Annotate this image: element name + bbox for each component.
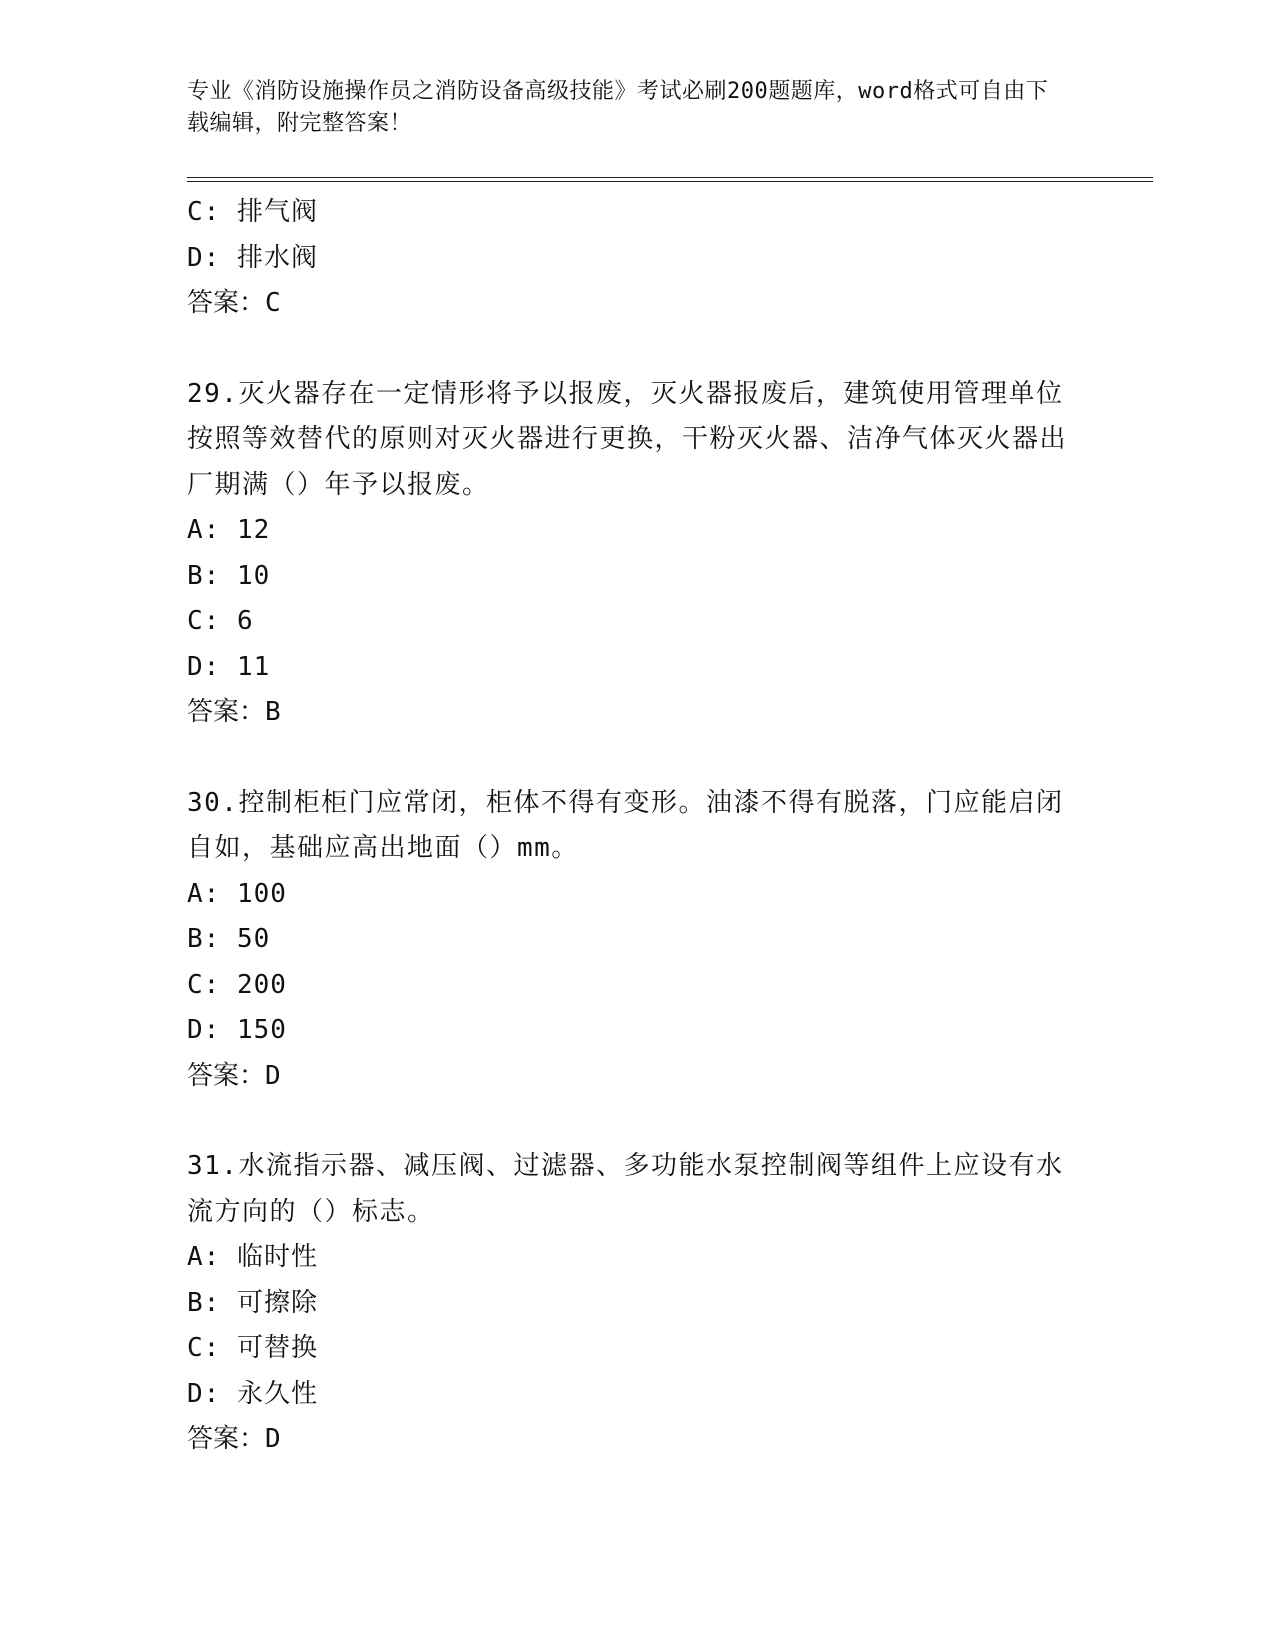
- question-text: 29.灭火器存在一定情形将予以报废，灭火器报废后，建筑使用管理单位按照等效替代的原则对灭火器进行更换，干粉灭火器、洁净气体灭火器出厂期满（）年予以报废。: [187, 378, 1068, 500]
- option-d: D: 11: [187, 651, 271, 682]
- question-block-29: [187, 372, 1087, 736]
- header-divider-top: [187, 177, 1153, 178]
- answer-label: 答案：D: [187, 1424, 281, 1454]
- option-b: B: 可擦除: [187, 1287, 318, 1318]
- option-d: D: 150: [187, 1015, 287, 1045]
- option-c: C: 6: [187, 606, 254, 636]
- question-block-30: [187, 781, 1087, 1100]
- option-a: A: 100: [187, 878, 287, 909]
- answer-label: 答案：C: [187, 288, 281, 318]
- option-a: A: 12: [187, 515, 271, 545]
- option-d: D: 永久性: [187, 1378, 318, 1409]
- option-b: B: 10: [187, 560, 271, 591]
- answer-label: 答案：D: [187, 1060, 281, 1091]
- header-divider-bottom: [187, 181, 1153, 182]
- option-c: C: 可替换: [187, 1333, 318, 1363]
- question-block-31: [187, 1144, 1087, 1463]
- question-text: 31.水流指示器、减压阀、过滤器、多功能水泵控制阀等组件上应设有水流方向的（）标志。: [187, 1151, 1064, 1227]
- answer-label: 答案：B: [187, 697, 281, 727]
- question-text: 30.控制柜柜门应常闭，柜体不得有变形。油漆不得有脱落，门应能启闭自如，基础应高出地面（）mm。: [187, 787, 1064, 863]
- document-header: 专业《消防设施操作员之消防设备高级技能》考试必刷200题题库，word格式可自由下载编辑，附完整答案！: [187, 79, 1049, 136]
- option-c: C: 200: [187, 969, 287, 1000]
- option-a: A: 临时性: [187, 1242, 318, 1272]
- option-b: B: 50: [187, 924, 271, 954]
- option-d: D: 排水阀: [187, 242, 318, 273]
- question-block-28: [187, 190, 1087, 327]
- option-c: C: 排气阀: [187, 197, 318, 227]
- question-list: [187, 190, 1087, 1463]
